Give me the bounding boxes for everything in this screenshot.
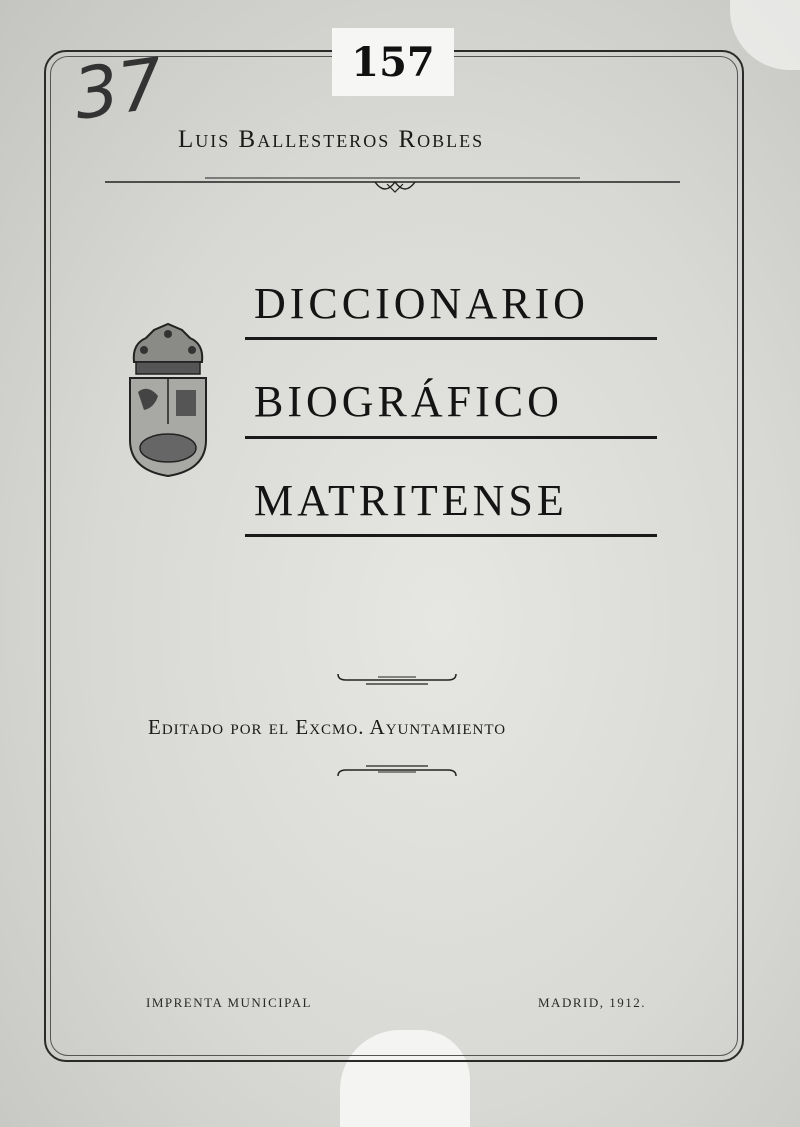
title-line-1: DICCIONARIO [254, 279, 589, 328]
ornamental-divider-icon [105, 172, 680, 202]
catalog-number: 157 [351, 38, 435, 86]
place-date: MADRID, 1912. [538, 995, 646, 1010]
title-line-2: BIOGRÁFICO [254, 377, 563, 426]
title-rule-3 [245, 534, 657, 537]
title-rule-2 [245, 436, 657, 439]
coat-of-arms-icon [124, 322, 212, 478]
printer-name: IMPRENTA MUNICIPAL [146, 995, 312, 1010]
handwritten-number: 37 [68, 42, 169, 136]
ornamental-divider-icon [336, 670, 458, 688]
inner-frame [50, 56, 738, 1056]
catalog-label [332, 28, 454, 96]
title-line-3: MATRITENSE [254, 476, 568, 525]
author-name: Luis Ballesteros Robles [178, 126, 485, 153]
editor-line: Editado por el Excmo. Ayuntamiento [148, 715, 507, 739]
title-rule-1 [245, 337, 657, 340]
ornamental-divider-icon [336, 762, 458, 780]
